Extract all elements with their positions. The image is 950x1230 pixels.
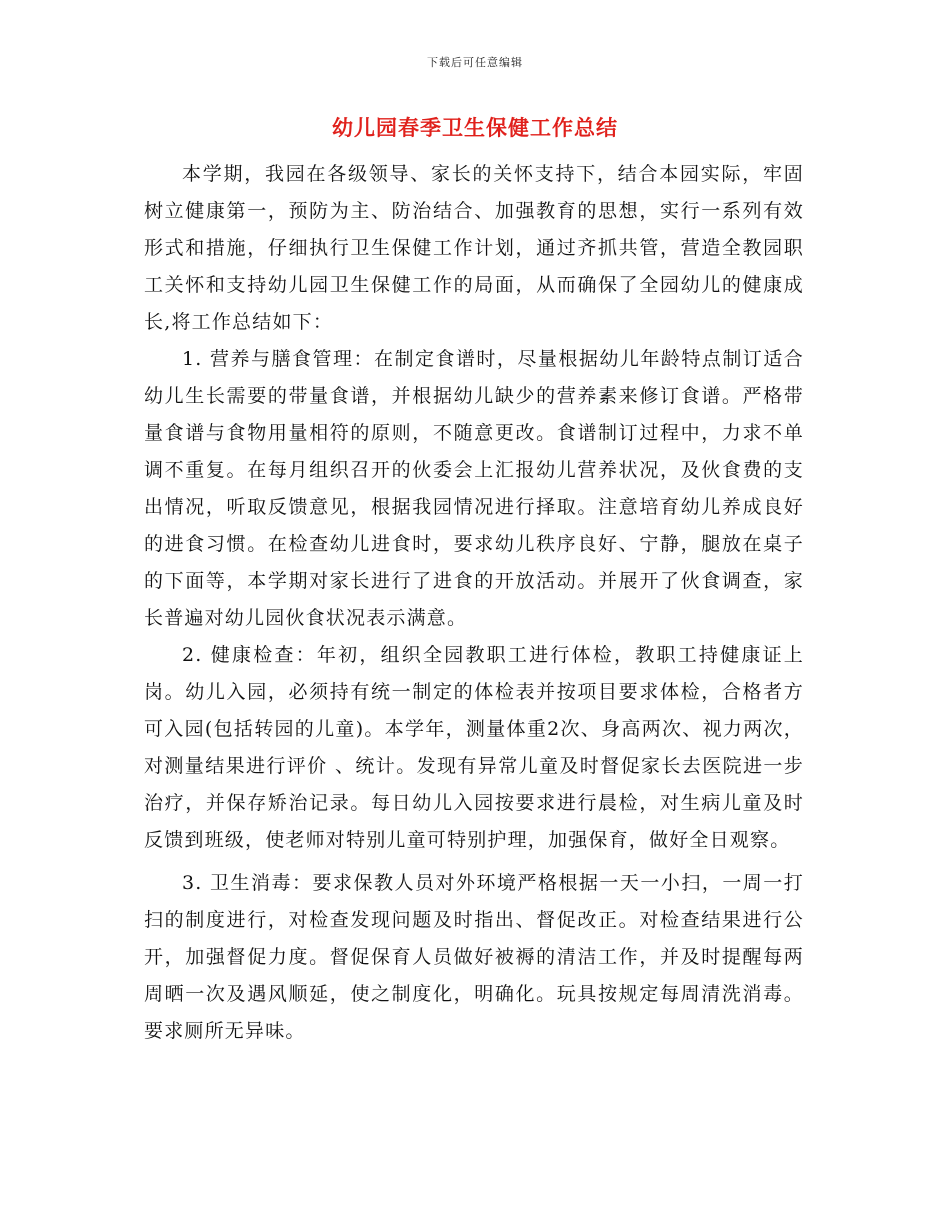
document-title: 幼儿园春季卫生保健工作总结 <box>332 115 618 140</box>
header-note: 下载后可任意编辑 <box>427 56 523 69</box>
section-nutrition-paragraph: 1. 营养与膳食管理：在制定食谱时，尽量根据幼儿年龄特点制订适合幼儿生长需要的带量食谱，并根据幼儿缺少的营养素来修订食谱。严格带量食谱与食物用量相符的原则，不随意更改。食谱制订过程中，力求不单调不重复。在每月组织召开的伙委会上汇报幼儿营养状况，及伙食费的支出情况，听取反馈意见，根据我园情况进行择取。注意培育幼儿养成良好的进食习惯。在检查幼儿进食时，要求幼儿秩序良好、宁静，腿放在桌子的下面等，本学期对家长进行了进食的开放活动。并展开了伙食调查，家长普遍对幼儿园伙食状况表示满意。 <box>144 348 804 629</box>
section-health-check-paragraph: 2. 健康检查：年初，组织全园教职工进行体检，教职工持健康证上岗。幼儿入园，必须持有统一制定的体检表并按项目要求体检，合格者方可入园(包括转园的儿童)。本学年，测量体重2次、身高两次、视力两次，对测量结果进行评价 、统计。发现有异常儿童及时督促家长去医院进一步治疗，并保存矫治记录。每日幼儿入园按要求进行晨检，对生病儿童及时反馈到班级，使老师对特别儿童可特别护理，加强保育，做好全日观察。 <box>144 644 804 851</box>
intro-paragraph: 本学期，我园在各级领导、家长的关怀支持下，结合本园实际，牢固树立健康第一，预防为主、防治结合、加强教育的思想，实行一系列有效形式和措施，仔细执行卫生保健工作计划，通过齐抓共管，营造全教园职工关怀和支持幼儿园卫生保健工作的局面，从而确保了全园幼儿的健康成长,将工作总结如下： <box>144 163 804 333</box>
section-disinfection-paragraph: 3. 卫生消毒：要求保教人员对外环境严格根据一天一小扫，一周一打扫的制度进行，对检查发现问题及时指出、督促改正。对检查结果进行公开，加强督促力度。督促保育人员做好被褥的清洁工作，并及时提醒每两周晒一次及遇风顺延，使之制度化，明确化。玩具按规定每周清洗消毒。要求厕所无异味。 <box>144 872 804 1042</box>
document-body <box>144 156 804 1050</box>
